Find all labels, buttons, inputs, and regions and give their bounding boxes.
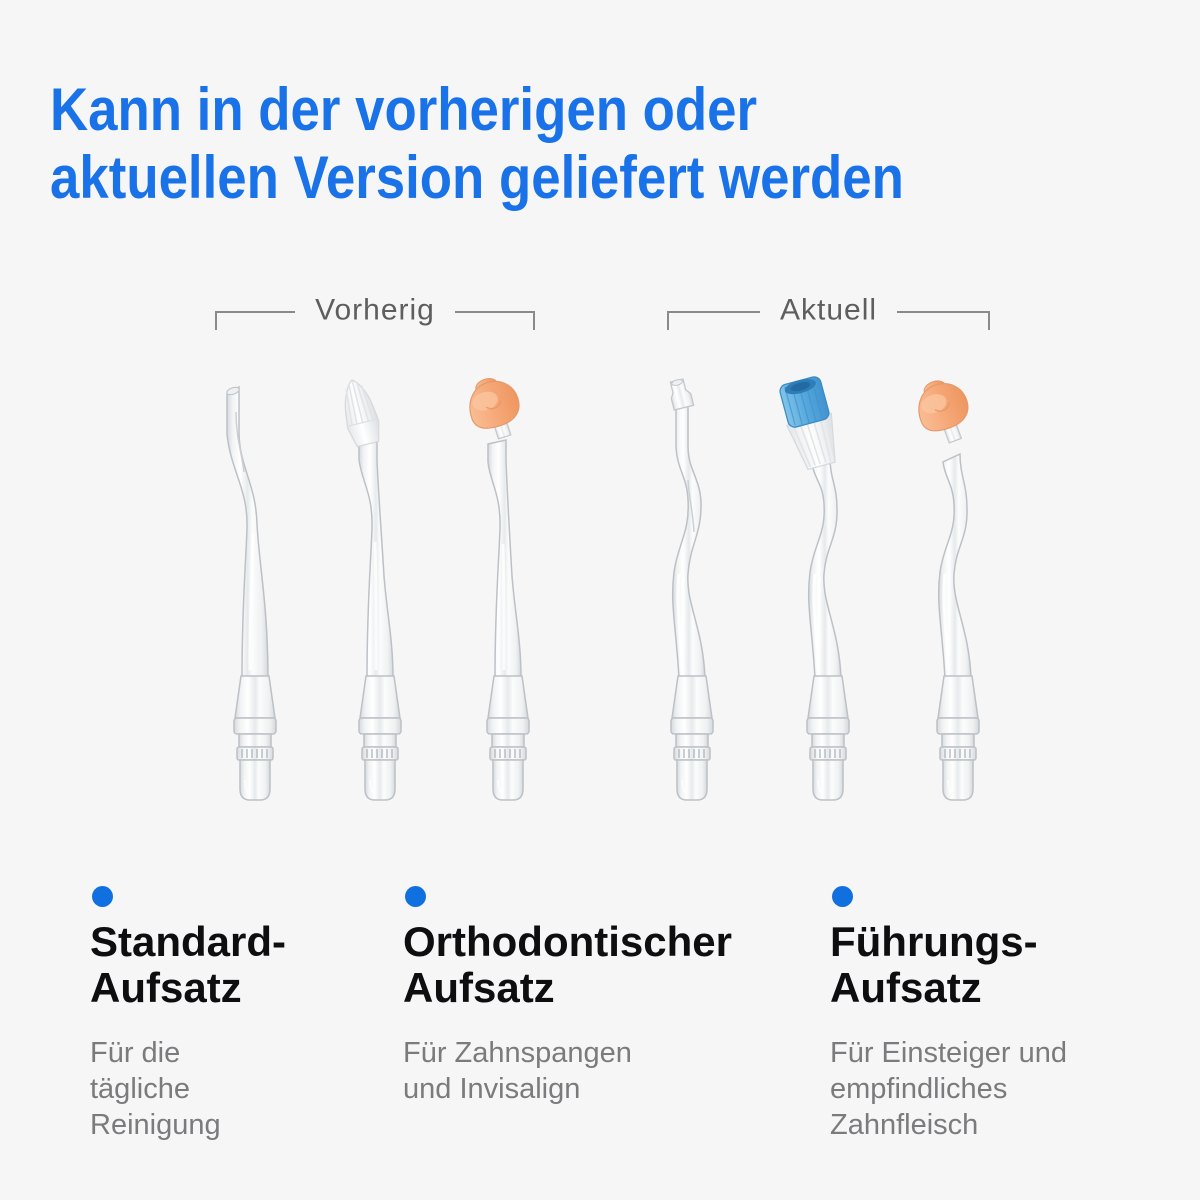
bullet-dot-icon [92, 886, 113, 907]
group-bracket-previous [215, 293, 535, 333]
feature-title-line: Aufsatz [403, 964, 555, 1011]
bracket-line [897, 311, 974, 313]
feature-title-line: Standard- [90, 918, 287, 965]
bracket-corner-right [519, 311, 535, 330]
group-bracket-current [667, 293, 990, 333]
feature-standard [90, 886, 420, 1143]
bracket-corner-left [215, 311, 231, 330]
feature-desc-line: empfindliches [830, 1073, 1008, 1105]
bullet-dot-icon [832, 886, 853, 907]
group-label-current: Aktuell [779, 293, 878, 327]
tip-brush-previous-image [320, 352, 440, 802]
page-title [50, 76, 904, 212]
feature-orthodontic [403, 886, 733, 1107]
feature-title-line: Aufsatz [830, 964, 982, 1011]
page-title-line1: Kann in der vorherigen oder [50, 76, 758, 143]
brush-head [337, 376, 384, 448]
feature-title-line: Führungs- [830, 918, 1038, 965]
feature-title-guide [830, 919, 1160, 1011]
feature-desc-line: und Invisalign [403, 1073, 581, 1105]
feature-title-orthodontic [403, 919, 733, 1011]
ortho-brush-head [776, 374, 843, 471]
orange-guide-head [462, 371, 528, 444]
feature-desc-standard [90, 1035, 420, 1143]
orange-guide-head [910, 373, 979, 449]
group-label-previous: Vorherig [315, 293, 435, 327]
tip-guide-previous-image [448, 352, 568, 802]
bullet-dot-icon [405, 886, 426, 907]
feature-desc-line: tägliche [90, 1073, 190, 1105]
feature-desc-guide [830, 1035, 1160, 1143]
bracket-line [231, 311, 295, 313]
feature-desc-line: Für die [90, 1037, 181, 1069]
feature-guide [830, 886, 1160, 1143]
bracket-line [683, 311, 760, 313]
feature-desc-line: Für Zahnspangen [403, 1037, 632, 1069]
bracket-corner-right [974, 311, 990, 330]
tip-standard-previous-image [195, 352, 315, 802]
feature-desc-line: Zahnfleisch [830, 1109, 979, 1141]
tip-guide-current-image [898, 352, 1018, 802]
page-title-line2: aktuellen Version geliefert werden [50, 144, 904, 211]
feature-desc-orthodontic [403, 1035, 733, 1107]
feature-desc-line: Reinigung [90, 1109, 221, 1141]
tip-ortho-current-image [768, 352, 888, 802]
feature-title-standard [90, 919, 420, 1011]
feature-desc-line: Für Einsteiger und [830, 1037, 1067, 1069]
bracket-corner-left [667, 311, 683, 330]
bracket-line [455, 311, 519, 313]
feature-title-line: Orthodontischer [403, 918, 733, 965]
nozzle-tip [667, 377, 693, 410]
feature-title-line: Aufsatz [90, 964, 242, 1011]
tip-standard-current-image [632, 352, 752, 802]
